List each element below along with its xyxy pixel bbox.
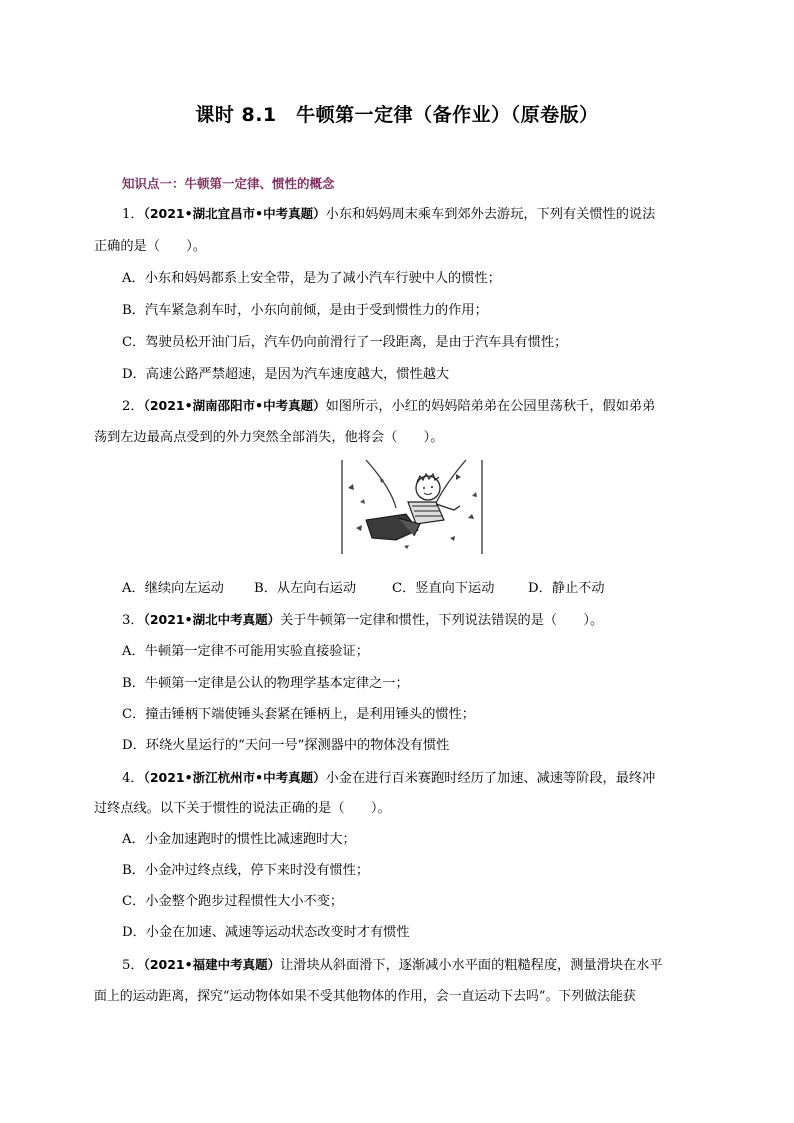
question-4-option-a: A．小金加速跑时的惯性比减速跑时大；	[122, 832, 356, 847]
question-1-option-a: A．小东和妈妈都系上安全带，是为了减小汽车行驶中人的惯性；	[122, 271, 501, 286]
question-text: 让滑块从斜面滑下，逐渐减小水平面的粗糙程度，测量滑块在水平	[280, 958, 663, 973]
question-1-option-d: D．高速公路严禁超速，是因为汽车速度越大，惯性越大	[122, 367, 450, 382]
question-3-option-c: C．撞击锤柄下端使锤头套紧在锤柄上，是利用锤头的惯性；	[122, 707, 475, 722]
question-number: 4．	[122, 771, 144, 786]
question-1-option-c: C．驾驶员松开油门后，汽车仍向前滑行了一段距离，是由于汽车具有惯性；	[122, 335, 568, 350]
question-text: 小金在进行百米赛跑时经历了加速、减速等阶段，最终冲	[325, 771, 656, 786]
question-2-stem-cont: 荡到左边最高点受到的外力突然全部消失，他将会（ ）。	[94, 430, 444, 445]
question-number: 5．	[122, 958, 144, 973]
question-4-stem-cont: 过终点线。以下关于惯性的说法正确的是（ ）。	[94, 801, 391, 816]
question-4-option-b: B．小金冲过终点线，停下来时没有惯性；	[122, 863, 370, 878]
question-3-option-d: D．环绕火星运行的“天问一号”探测器中的物体没有惯性	[122, 738, 450, 753]
question-number: 1．	[122, 207, 144, 222]
question-2-stem	[122, 397, 655, 416]
document-title: 课时 8.1 牛顿第一定律（备作业）（原卷版）	[195, 104, 599, 126]
question-1-stem	[122, 205, 655, 224]
question-3-stem	[122, 611, 603, 630]
question-source: （2021•浙江杭州市•中考真题）	[143, 770, 326, 785]
swing-illustration	[336, 458, 484, 556]
knowledge-point-heading: 知识点一：牛顿第一定律、惯性的概念	[122, 176, 335, 191]
question-text: 如图所示，小红的妈妈陪弟弟在公园里荡秋千，假如弟弟	[325, 399, 656, 414]
question-source: （2021•福建中考真题）	[143, 957, 281, 972]
question-number: 3．	[122, 613, 144, 628]
question-2-option-c: C．竖直向下运动	[392, 581, 495, 596]
question-2-option-b: B．从左向右运动	[254, 581, 357, 596]
question-4-option-d: D．小金在加速、减速等运动状态改变时才有惯性	[122, 925, 410, 940]
question-1-option-b: B．汽车紧急刹车时，小东向前倾，是由于受到惯性力的作用；	[122, 303, 488, 318]
question-text: 小东和妈妈周末乘车到郊外去游玩，下列有关惯性的说法	[325, 207, 656, 222]
question-1-stem-cont: 正确的是（ ）。	[94, 239, 207, 254]
question-5-stem-cont: 面上的运动距离，探究“运动物体如果不受其他物体的作用，会一直运动下去吗”。下列做法能获	[94, 989, 636, 1004]
question-5-stem	[122, 956, 663, 975]
question-source: （2021•湖北中考真题）	[143, 612, 281, 627]
question-2-option-a: A．继续向左运动	[122, 581, 224, 596]
question-number: 2．	[122, 399, 144, 414]
question-4-stem	[122, 769, 655, 788]
question-2-option-d: D．静止不动	[528, 581, 605, 596]
question-source: （2021•湖南邵阳市•中考真题）	[143, 398, 326, 413]
question-3-option-a: A．牛顿第一定律不可能用实验直接验证；	[122, 644, 369, 659]
question-source: （2021•湖北宜昌市•中考真题）	[143, 206, 326, 221]
question-text: 关于牛顿第一定律和惯性，下列说法错误的是（ ）。	[280, 613, 604, 628]
question-2-options	[122, 580, 605, 598]
question-3-option-b: B．牛顿第一定律是公认的物理学基本定律之一；	[122, 676, 409, 691]
question-4-option-c: C．小金整个跑步过程惯性大小不变；	[122, 894, 344, 909]
